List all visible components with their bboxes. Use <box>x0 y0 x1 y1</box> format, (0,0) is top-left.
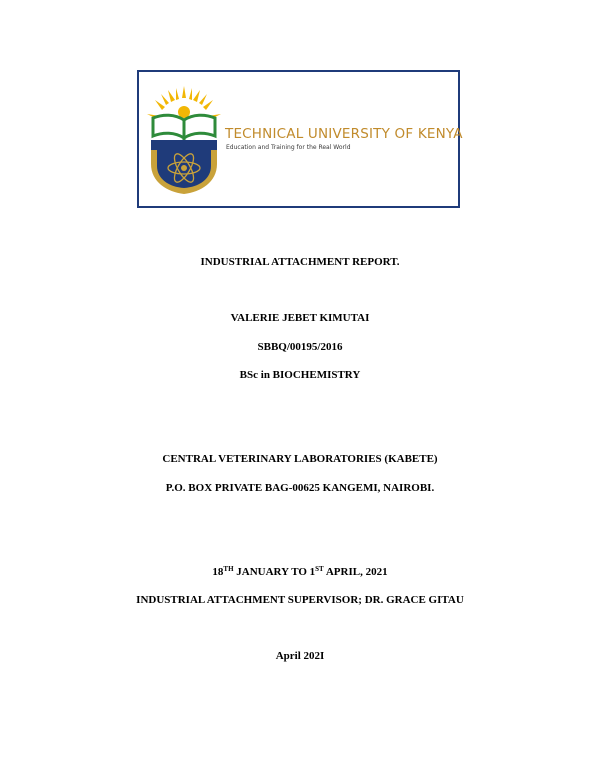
end-rest: APRIL, 2021 <box>323 566 388 578</box>
end-day-suffix: ST <box>315 565 324 573</box>
university-motto: Education and Training for the Real World <box>226 144 351 151</box>
university-logo <box>137 70 463 208</box>
organization-name: CENTRAL VETERINARY LABORATORIES (KABETE) <box>162 453 438 465</box>
attachment-period <box>0 565 600 579</box>
university-crest-icon <box>143 84 225 196</box>
report-title: INDUSTRIAL ATTACHMENT REPORT. <box>200 256 400 268</box>
supervisor-line: INDUSTRIAL ATTACHMENT SUPERVISOR; DR. GRACE GITAU <box>136 594 464 606</box>
university-name: TECHNICAL UNIVERSITY OF KENYA <box>225 126 463 142</box>
student-name: VALERIE JEBET KIMUTAI <box>230 312 370 324</box>
registration-number: SBBQ/00195/2016 <box>257 341 343 353</box>
start-day: 18 <box>212 566 224 578</box>
report-date: April 202I <box>275 650 325 662</box>
course-name: BSc in BIOCHEMISTRY <box>239 369 361 381</box>
start-day-suffix: TH <box>223 565 234 573</box>
start-rest: JANUARY TO 1 <box>233 566 316 578</box>
organization-address: P.O. BOX PRIVATE BAG-00625 KANGEMI, NAIROBI. <box>165 482 435 494</box>
